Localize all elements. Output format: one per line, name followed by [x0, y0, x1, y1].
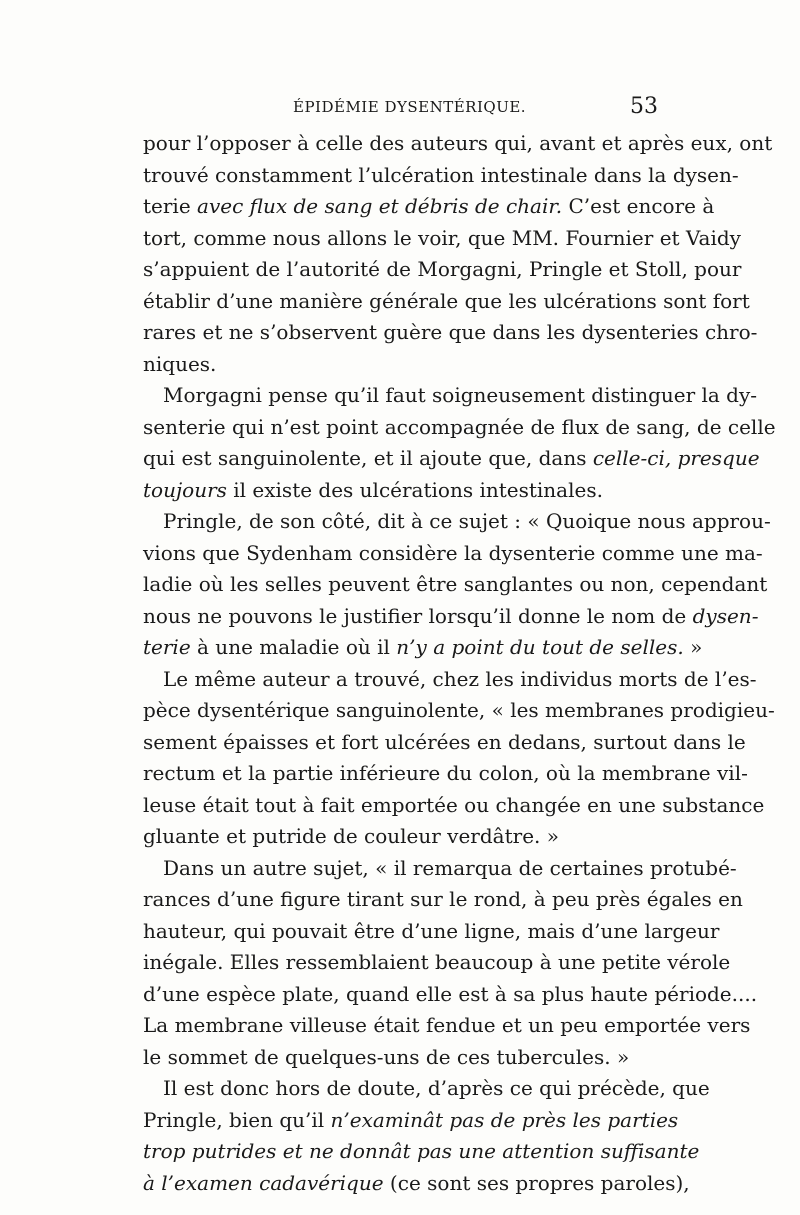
text-line: [143, 254, 742, 286]
text-line: [143, 632, 703, 664]
text-line: [143, 979, 758, 1011]
text-segment: Dans un autre sujet, « il remarqua de certaines protubé-: [163, 855, 737, 880]
text-line: [143, 349, 658, 381]
text-line: [143, 1042, 658, 1074]
text-line: [143, 884, 743, 916]
text-segment: pour l’opposer à celle des auteurs qui, avant et après eux, ont: [143, 131, 773, 155]
italic-segment: avec flux de sang et débris de chair.: [197, 194, 563, 218]
text-segment: vions que Sydenham considère la dysenterie comme une ma-: [143, 540, 763, 565]
text-line: [143, 538, 763, 570]
text-segment: inégale. Elles ressemblaient beaucoup à une petite vérole: [143, 950, 731, 974]
text-line: [143, 380, 758, 412]
text-segment: ladie où les selles peuvent être sanglantes ou non, cependant: [143, 572, 768, 596]
text-line: [143, 664, 757, 696]
text-segment: Pringle, bien qu’il: [143, 1107, 331, 1132]
text-line: [143, 853, 737, 885]
text-line: [143, 286, 750, 318]
text-line: [143, 727, 746, 759]
text-segment: »: [683, 635, 703, 659]
text-line: [143, 506, 771, 538]
text-line: [143, 695, 775, 727]
text-segment: Il est donc hors de doute, d’après ce qui précède, que: [163, 1076, 710, 1100]
italic-segment: toujours: [143, 477, 227, 502]
text-segment: hauteur, qui pouvait être d’une ligne, mais d’une largeur: [143, 918, 720, 943]
text-segment: senterie qui n’est point accompagnée de flux de sang, de celle: [143, 414, 776, 439]
text-segment: le sommet de quelques-uns de ces tubercules. »: [143, 1044, 630, 1069]
text-segment: Morgagni pense qu’il faut soigneusement distinguer la dy-: [163, 383, 758, 407]
italic-segment: terie: [143, 635, 191, 659]
text-segment: gluante et putride de couleur verdâtre. »: [143, 824, 559, 848]
text-segment: trouvé constamment l’ulcération intestinale dans la dysen-: [143, 162, 739, 187]
text-segment: d’une espèce plate, quand elle est à sa plus haute période....: [143, 981, 758, 1006]
page-header: [143, 94, 658, 124]
text-segment: pèce dysentérique sanguinolente, « les membranes prodigieu-: [143, 698, 775, 722]
text-segment: établir d’une manière générale que les ulcérations sont fort: [143, 288, 750, 313]
italic-segment: celle-ci, presque: [592, 446, 760, 470]
text-segment: il existe des ulcérations intestinales.: [226, 477, 603, 502]
text-segment: niques.: [143, 351, 217, 376]
text-segment: C’est encore à: [562, 194, 715, 218]
text-line: [143, 475, 658, 507]
text-segment: leuse était tout à fait emportée ou changée en une substance: [143, 792, 765, 817]
text-line: [143, 1105, 679, 1137]
text-line: [143, 790, 765, 822]
text-line: [143, 160, 739, 192]
text-line: [143, 223, 741, 255]
text-line: [143, 191, 715, 223]
text-segment: tort, comme nous allons le voir, que MM. Fournier et Vaidy: [143, 225, 741, 250]
italic-segment: n’examinât pas de près les parties: [330, 1107, 679, 1132]
italic-segment: trop putrides et ne donnât pas une attention suffisante: [143, 1139, 700, 1163]
text-line: [143, 1168, 690, 1200]
text-line: [143, 443, 760, 475]
text-line: [143, 1010, 751, 1042]
text-line: [143, 1073, 710, 1105]
text-segment: sement épaisses et fort ulcérées en dedans, surtout dans le: [143, 729, 746, 754]
text-line: [143, 916, 720, 948]
text-line: [143, 128, 773, 160]
italic-segment: à l’examen cadavérique: [143, 1170, 384, 1195]
text-segment: Le même auteur a trouvé, chez les individus morts de l’es-: [163, 666, 757, 691]
text-segment: (ce sont ses propres paroles),: [383, 1170, 690, 1195]
text-segment: rectum et la partie inférieure du colon, où la membrane vil-: [143, 761, 748, 785]
text-line: [143, 569, 768, 601]
text-line: [143, 412, 776, 444]
text-segment: rances d’une figure tirant sur le rond, à peu près égales en: [143, 887, 743, 911]
text-segment: Pringle, de son côté, dit à ce sujet : « Quoique nous approu-: [163, 509, 771, 533]
text-segment: s’appuient de l’autorité de Morgagni, Pringle et Stoll, pour: [143, 257, 742, 281]
text-segment: terie: [143, 194, 198, 218]
text-line: [143, 601, 759, 633]
text-line: [143, 317, 758, 349]
body-text: [143, 128, 776, 1199]
text-line: [143, 1136, 700, 1168]
text-line: [143, 758, 748, 790]
italic-segment: dysen-: [692, 603, 759, 628]
text-line: [143, 821, 658, 853]
text-segment: à une maladie où il: [190, 635, 397, 659]
text-segment: nous ne pouvons le justifier lorsqu’il donne le nom de: [143, 603, 693, 628]
text-segment: La membrane villeuse était fendue et un peu emportée vers: [143, 1013, 751, 1037]
text-segment: qui est sanguinolente, et il ajoute que, dans: [143, 446, 593, 470]
running-title: ÉPIDÉMIE DYSENTÉRIQUE.: [293, 98, 527, 116]
italic-segment: n’y a point du tout de selles.: [396, 635, 684, 659]
text-segment: rares et ne s’observent guère que dans les dysenteries chro-: [143, 320, 758, 344]
text-line: [143, 947, 731, 979]
page-number: 53: [630, 94, 658, 119]
